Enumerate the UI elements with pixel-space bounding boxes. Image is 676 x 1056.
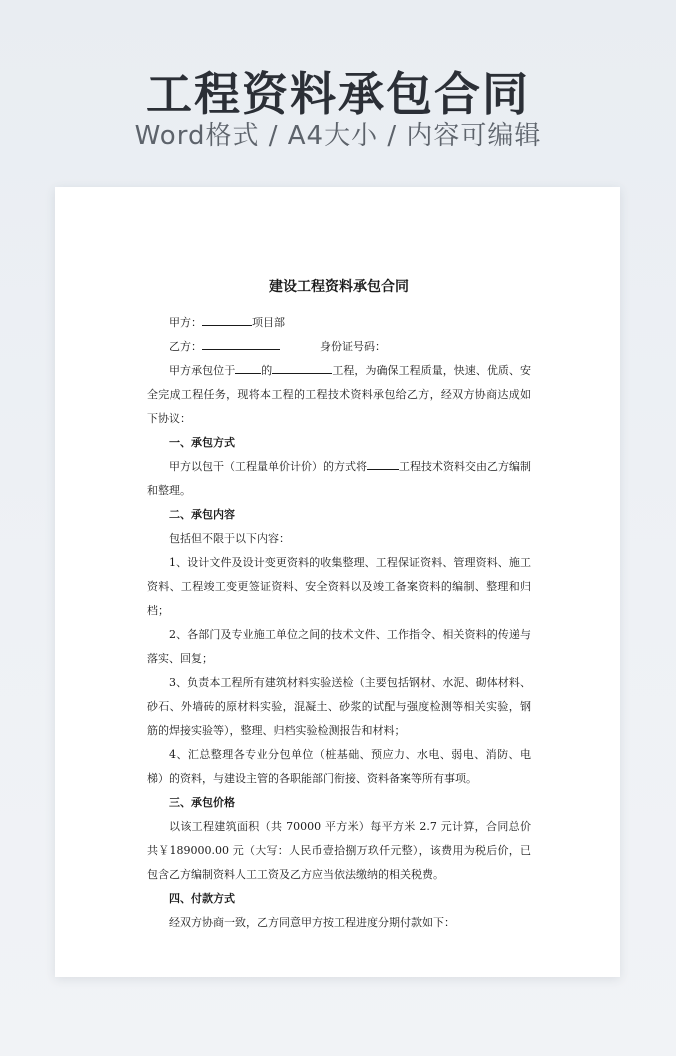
section4-paragraph: 经双方协商一致，乙方同意甲方按工程进度分期付款如下： — [169, 916, 455, 929]
intro-paragraph — [147, 359, 531, 431]
banner-title: 工程资料承包合同 — [146, 67, 530, 121]
banner-subtitle: Word格式 / A4大小 / 内容可编辑 — [134, 121, 542, 151]
party-b-line — [147, 335, 531, 359]
party-b-label: 乙方： — [169, 340, 202, 353]
section1-blank[interactable] — [367, 456, 399, 470]
party-a-label: 甲方： — [169, 316, 202, 329]
party-b-blank[interactable] — [202, 336, 280, 350]
section2-heading: 二、承包内容 — [169, 508, 235, 521]
party-a-blank[interactable] — [202, 312, 252, 326]
section3-paragraph: 以该工程建筑面积（共 70000 平方米）每平方米 2.7 元计算，合同总价共￥189000.00 元（大写：人民币壹拾捌万玖仟元整），该费用为税后价，已包含乙方编制资料人工工资及乙方应当依法缴纳的相关税费。 — [147, 820, 531, 881]
id-number-label: 身份证号码： — [320, 340, 386, 353]
location-blank[interactable] — [235, 360, 261, 374]
section2-item-4: 4、汇总整理各专业分包单位（桩基础、预应力、水电、弱电、消防、电梯）的资料，与建设主管的各职能部门衔接、资料备案等所有事项。 — [147, 748, 531, 785]
section1-heading: 一、承包方式 — [169, 436, 235, 449]
document-page — [55, 187, 620, 977]
document-body — [147, 275, 531, 935]
party-a-suffix: 项目部 — [252, 316, 285, 329]
section2-item-1: 1、设计文件及设计变更资料的收集整理、工程保证资料、管理资料、施工资料、工程竣工变更签证资料、安全资料以及竣工备案资料的编制、整理和归档； — [147, 556, 531, 617]
section1-text-2: 工程技术资料交由乙方编制和整理。 — [147, 460, 531, 497]
intro-text-3: 工程，为确保工程质量，快速、优质、安全完成工程任务，现将本工程的工程技术资料承包给乙方，经双方协商达成如下协议： — [147, 364, 532, 425]
intro-text-1: 甲方承包位于 — [169, 364, 236, 377]
section4-heading: 四、付款方式 — [169, 892, 235, 905]
section1-text-1: 甲方以包干（工程量单价计价）的方式将 — [169, 460, 367, 473]
project-blank[interactable] — [272, 360, 332, 374]
section2-item-2: 2、各部门及专业施工单位之间的技术文件、工作指令、相关资料的传递与落实、回复； — [147, 628, 531, 665]
section2-intro: 包括但不限于以下内容： — [169, 532, 290, 545]
intro-text-2: 的 — [261, 364, 273, 377]
section3-heading: 三、承包价格 — [169, 796, 235, 809]
section1-paragraph — [147, 455, 531, 503]
party-a-line — [147, 311, 531, 335]
document-title: 建设工程资料承包合同 — [269, 279, 409, 295]
section2-item-3: 3、负责本工程所有建筑材料实验送检（主要包括钢材、水泥、砌体材料、砂石、外墙砖的原材料实验，混凝土、砂浆的试配与强度检测等相关实验，钢筋的焊接实验等），整理、归档实验检测报告和材料； — [147, 676, 531, 737]
